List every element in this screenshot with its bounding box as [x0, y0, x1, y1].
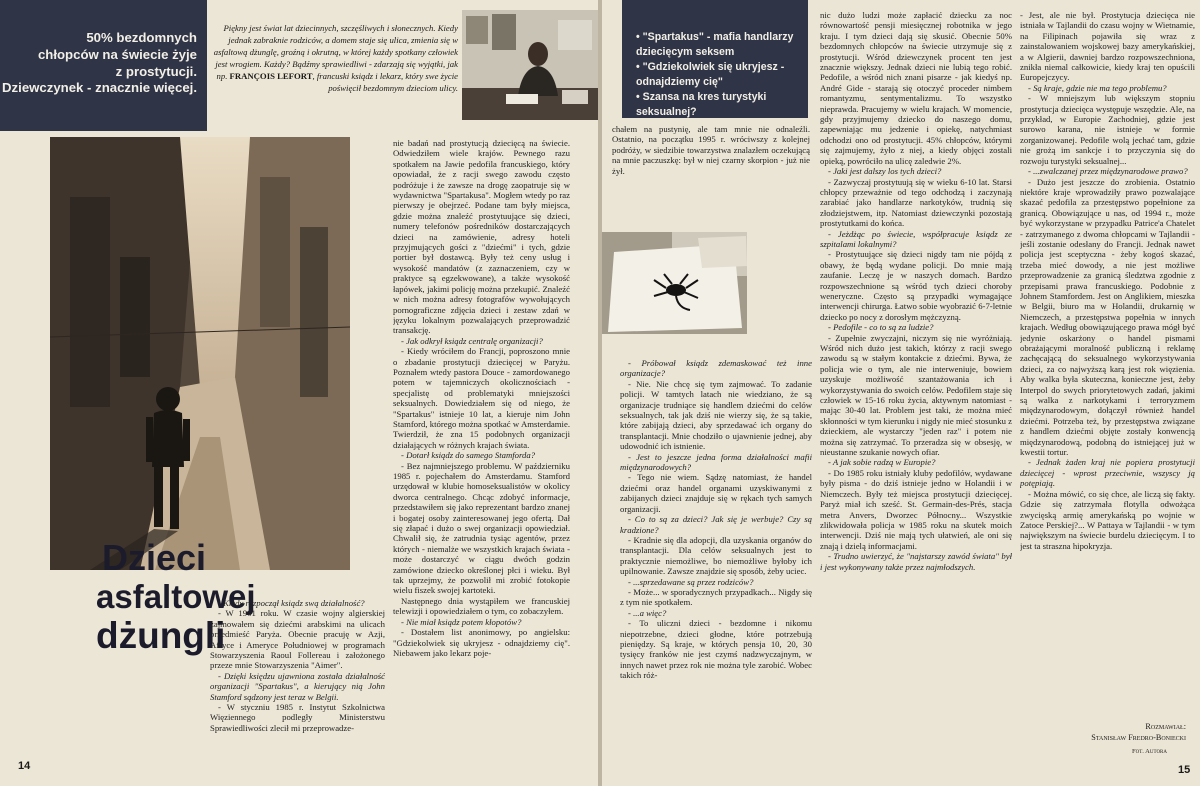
answer-paragraph: - Bez najmniejszego problemu. W październiku 1985 r. pojechałem do Amsterdamu. Stamford urzędował w klubie homoseksualistów w okolicy dworca centralnego. Chcąc zdobyć informacje, przedstawiłem się jako reprezentant bardzo znanej i bogatej osoby zainteresowanej jego ofertą. Dał się złapać i dużo o swej organizacji opowiedział. Chwalił się, że zatrudnia tysiąc agentów, przez których - niemalże we wszystkich krajach świata - może dostarczyć w ciągu dwóch godzin zamówione dziecko określonej płci i wieku. Był tak uprzejmy, że pozwolił mi zrobić fotokopie wielu fiszek swojej kartoteki.: [393, 460, 570, 596]
highlight-item: • "Gdziekolwiek się ukryjesz - odnajdziemy cię": [636, 61, 785, 88]
alley-photo: [50, 137, 350, 570]
left-page: [0, 0, 598, 786]
title-word: Dzieci: [101, 537, 206, 578]
lead-line: 50% bezdomnych: [86, 30, 197, 45]
article-title: [96, 537, 256, 656]
title-word: asfaltowej: [96, 578, 256, 615]
answer-paragraph: - Kiedy wróciłem do Francji, poproszono mnie o zbadanie prostytucji dziecięcej w Paryżu. Poznałem wtedy pastora Douce - zamordowanego potem w tajemniczych okolicznościach - specjalistę od problematyki mniejszości seksualnych. Dowiedziałem się od niego, że "Spartakus" istnieje 10 lat, a kieruje nim John Stamford, którego można spotkać w Amsterdamie. Twierdził, że zna 15 podobnych organizacji działających w różnych krajach świata.: [393, 346, 570, 450]
question-paragraph: - Dotarł ksiądz do samego Stamforda?: [401, 450, 536, 461]
title-word: dżungli: [96, 615, 226, 656]
highlights-box: [622, 0, 808, 118]
answer-paragraph: - Zazwyczaj prostytuują się w wieku 6-10 lat. Starsi chłopcy przeważnie od tego odchodzą i zaczynają zarabiać jako handlarze narkotyków, trudnią się złodziejstwem, itp. Natomiast dziewczynki pozostają prostytutkami do końca.: [820, 176, 1012, 229]
question-paragraph: - Jednak żaden kraj nie popiera prostytucji dziecięcej - wprost przeciwnie, wszyscy ją potępiają.: [1020, 457, 1195, 489]
lead-line: chłopców na świecie żyje: [37, 46, 197, 62]
question-paragraph: - Jeżdżąc po świecie, współpracuje ksiądz ze szpitalami lokalnymi?: [820, 228, 1012, 249]
answer-paragraph: - Jest, ale nie był. Prostytucja dziecięca nie istniała w Tajlandii do czasu wojny w Wietnamie, na Filipinach pojawiła się wraz z zainstalowaniem wojskowej bazy amerykańskiej, a w Algierii, dawniej bardzo rozpowszechniona, znikła niemal całkowicie, kiedy kraj ten opuścili Europejczycy.: [1020, 10, 1195, 83]
answer-paragraph: - Prostytuujące się dzieci nigdy tam nie pójdą z obawy, że będą wydane policji. Do mnie mają zaufanie. Leczę je w naszych domach. Bardzo rozpowszechnione są wśród tych dzieci choroby weneryczne. Często są przypadki wymagające interwencji chirurga. Łatwo sobie wyobrazić 6-7-letnie dziecko po nocy z dorosłym mężczyzną.: [820, 249, 1012, 322]
highlight-item: • Szansa na kres turystyki seksualnej?: [636, 91, 767, 118]
lead-line: Dziewczynek - znacznie więcej.: [2, 80, 197, 96]
question-paragraph: - A jak sobie radzą w Europie?: [828, 457, 936, 468]
text-column-c-top: [612, 124, 810, 220]
answer-paragraph: - To uliczni dzieci - bezdomne i nikomu niepotrzebne, dzieci głodne, które potrzebują pieniędzy. Są kraje, w których pensja 10, 20, 30 tysięcy franków nie jest czymś nadzwyczajnym, w innych nawet przez rok nie można tyle zarobić. Wobec takich róż-: [620, 618, 812, 681]
signature-name: Stanisław Fredro-Boniecki: [1091, 732, 1186, 742]
answer-paragraph: nic dużo ludzi może zapłacić dziecku za noc równowartość pensji miesięcznej robotnika w jego kraju. I tym dzieci dają się skusić. Obecnie 50% bezdomnych chłopców na świecie utrzymuje się z prostytucji. Wśród dziewczynek procent ten jest znacznie większy. Jednak dzieci nie lubią tego robić. Pedofile, a wśród nich znani pisarze - jak kiedyś np. André Gide - starają się otoczyć proceder nimbem romantyzmu, sentymentalizmu. To wszystko nieprawda. Pracujemy w wielu krajach. W momencie, gdy przyjmujemy dziecko do naszego domu, zapewniając mu jedzenie i opiekę, natychmiast odchodzi ono od prostytucji. 45% chłopców, którymi się zajmujemy, żyło z niej, a kiedy objęci zostali opieką, powróciło na ulicę zaledwie 2%.: [820, 10, 1012, 166]
question-paragraph: - Trudno uwierzyć, że "najstarszy zawód świata" był i jest wykonywany także przez najmłodszych.: [820, 551, 1012, 572]
intro-part-b: , francuski ksiądz i lekarz, który swe życie poświęcił bezdomnym dzieciom ulicy.: [312, 71, 458, 94]
answer-paragraph: chałem na pustynię, ale tam mnie nie odnaleźli. Ostatnio, na początku 1995 r. wróciwszy z kolejnej podróży, w siedzibie towarzystwa znalazłem oczekującą na mnie paczuszkę: był w niej czarny skorpion - już nie żył.: [612, 124, 810, 176]
question-paragraph: - Próbował ksiądz zdemaskować też inne organizacje?: [620, 358, 812, 379]
scorpion-photo: [602, 232, 747, 334]
page-number: 15: [1178, 764, 1191, 776]
lead-line: z prostytucji.: [115, 63, 197, 79]
intro-part-a: Piękny jest świat lat dziecinnych, szczęśliwych i słonecznych. Kiedy jednak zabraknie rodziców, a domem staje się ulica, zmienia się w asfaltową dżunglę, groźną i okrutną, w której każdy spotkany człowiek jest wrogiem. Każdy? Bądźmy sprawiedliwi - zdarzają się wyjątki, jak np.: [213, 23, 458, 82]
page-number: 14: [18, 760, 31, 772]
answer-paragraph: nie badań nad prostytucją dziecięcą na świecie. Odwiedziłem wiele krajów. Pewnego razu spotkałem na Jawie pedofila francuskiego, który opowiadał, że z racji swego zawodu często podróżuje i że zawsze na drogę zaopatruje się w wydawnictwa "Spartakusa". Mogłem wtedy po raz pierwszy je obejrzeć. Podane tam były miejsca, gdzie można znaleźć prostytuujące się dzieci, numery telefonów pośredników dostarczających dzieci na zamówienie, adresy hoteli przyjmujących gości z "dziećmi" i tych, gdzie portier był dostawcą. Były też ceny usług i wysokość mandatów (z zaznaczeniem, czy w praktyce są egzekwowane), a także wysokość łapówek, jakimi policję można przekupić. Znaleźć w nich można adresy fotografów wywołujących pornograficzne zdjęcia dzieci i zestaw zdań w języku lokalnym pozwalających przeprowadzić transakcję.: [393, 138, 570, 336]
highlight-item: • "Spartakus" - mafia handlarzy dziecięcym seksem: [636, 31, 794, 58]
question-paragraph: - Jest to jeszcze jedna forma działalności mafii międzynarodowych?: [620, 451, 812, 473]
office-photo: [462, 10, 598, 120]
answer-paragraph: - Zupełnie zwyczajni, niczym się nie wyróżniają. Wśród nich dużo jest takich, którzy z racji swego zawodu są w stałym kontakcie z dziećmi. Bywa, że policja wie o tym, ale nie interweniuje, bowiem uzyskuje możliwość szantażowania ich i wykorzystywania do swoich celów. Pedofilem staje się człowiek w 15-16 roku życia, aktywnym natomiast - mając 30-40 lat. Problem jest taki, że można mieć skłonności w tym kierunku i nigdy nie mieć stosunku z dzieckiem, ale wystarczy "jeden raz" i potem nie można się zatrzymać. To przeradza się w obsesję, w nieustanne szukanie nowych ofiar.: [820, 332, 1012, 458]
answer-paragraph: - W styczniu 1985 r. Instytut Szkolnictwa Więziennego podległy Ministerstwu Sprawiedliwości zlecił mi przeprowadze-: [210, 702, 385, 733]
question-paragraph: - Co to są za dzieci? Jak się je werbuje? Czy są kradzione?: [620, 514, 812, 535]
signature-label: Rozmawiał:: [1145, 722, 1186, 731]
text-column-e: [1020, 10, 1195, 710]
answer-paragraph: - W 1961 roku. W czasie wojny algierskiej zajmowałem się dziećmi arabskimi na ulicach przedmieść Paryża. Obecnie pracuję w Azji, Afryce i Ameryce Południowej w programach Stowarzyszenia Raoul Follereau i założonego przeze mnie Stowarzyszenia "Aimer".: [210, 608, 385, 671]
answer-paragraph: - Kradnie się dla adopcji, dla uzyskania organów do transplantacji. Dla celów seksualnych jest to praktycznie niemożliwe, bo niemożliwe byłoby ich upilnowanie. Zawsze znajdzie się sposób, żeby uciec.: [620, 534, 812, 577]
answer-paragraph: - Dostałem list anonimowy, po angielsku: "Gdziekolwiek się ukryjesz - odnajdziemy cię". Niebawem jako lekarz poje-: [393, 627, 570, 658]
question-paragraph: - Pedofile - co to są za ludzie?: [828, 322, 934, 333]
intro-text: [213, 22, 458, 95]
photo-credit: Fot. Autora: [1132, 748, 1167, 755]
text-column-d: [820, 10, 1012, 780]
answer-paragraph: - Może... w sporadycznych przypadkach... Nigdy się z tym nie spotkałem.: [620, 586, 812, 608]
text-column-c: [620, 358, 812, 778]
question-paragraph: - Jaki jest dalszy los tych dzieci?: [828, 166, 942, 177]
answer-paragraph: - Tego nie wiem. Sądzę natomiast, że handel dziećmi oraz handel organami uzyskiwanymi z zabijanych dzieci znajduje się w rękach tych samych organizacji.: [620, 472, 812, 514]
question-paragraph: - Kiedy rozpoczął ksiądz swą działalność?: [218, 598, 365, 608]
lead-box: [0, 0, 207, 131]
answer-paragraph: - Do 1985 roku istniały kluby pedofilów, wydawane były pisma - do dziś istnieje jedno w Holandii i w Niemczech. Były też miejsca prostytucji dziecięcej. Paryż miał ich sześć. St. Germain-des-Prés, stacja metra Anvers, Dworzec Północny... Wszystkie zlikwidowała policja w 1985 roku na skutek moich interwencji. Dziś nie mają tych ułatwień, ale oni się znają i dzielą informacjami.: [820, 467, 1012, 551]
question-paragraph: - ...sprzedawane są przez rodziców?: [628, 576, 754, 587]
question-paragraph: - ...zwalczanej przez międzynarodowe prawo?: [1028, 166, 1188, 177]
text-column-b: [393, 138, 570, 778]
signature: [1038, 722, 1186, 743]
answer-paragraph: - Nie. Nie chcę się tym zajmować. To zadanie policji. W tamtych latach nie wiedziano, że są organizacje trudniące się handlem dziećmi do celów seksualnych, tak jak dziś nie wierzy się, że są takie, które zabijają dzieci, aby sprzedawać ich organy do transplantacji. Mnie chodziło o ujawnienie jednej, aby udowodnić ich istnienie.: [620, 378, 812, 452]
question-paragraph: - ...a więc?: [628, 607, 667, 618]
question-paragraph: - Nie miał ksiądz potem kłopotów?: [401, 616, 522, 627]
question-paragraph: - Jak odkrył ksiądz centralę organizacji?: [401, 335, 543, 346]
answer-paragraph: - W mniejszym lub większym stopniu prostytucja dziecięca występuje wszędzie. Ale, na przykład, w Europie Zachodniej, gdzie jest surowo karana, nie istnieje w formie zorganizowanej. Pedofile wolą jechać tam, gdzie nie grożą im sankcje i to przyczynia się do rozwoju turystyki seksualnej...: [1020, 93, 1195, 166]
question-paragraph: - Dzięki księdzu ujawniona została działalność organizacji "Spartakus", a kierujący nią John Stamford sądzony jest teraz w Belgii.: [210, 670, 385, 702]
text-column-a: [210, 598, 385, 774]
answer-paragraph: - Można mówić, co się chce, ale liczą się fakty. Gdzie się zatrzymała flotylla odwożąca zwycięską armię amerykańską po wojnie w Zatoce Perskiej?... W Pattaya w Tajlandii - w tym największym na świecie burdelu dziecięcym. I to jest ta straszna hipokryzja.: [1020, 488, 1195, 551]
answer-paragraph: Następnego dnia wystąpiłem we francuskiej telewizji i opowiedziałem o tym, co zobaczyłem.: [393, 595, 570, 617]
intro-name: FRANÇOIS LEFORT: [229, 71, 313, 82]
right-page: [602, 0, 1200, 786]
answer-paragraph: - Dużo jest jeszcze do zrobienia. Ostatnio niektóre kraje wprowadziły prawo pozwalające skazać pedofila za przestępstwo popełnione za granicą. Obowiązujące u nas, od 1994 r., może być wykorzystane w przypadku Patrice'a Chatelet - zatrzymanego z dwoma chłopcami w Tajlandii - jeśli zostanie odesłany do Francji. Jednak nawet policja jest sceptyczna - żeby kogoś skazać, trzeba mieć dowody, a nie jest możliwe przeprowadzenie za granicą śledztwa zgodnie z przepisami prawa francuskiego. Podobnie z Johnem Stamfordem. Jest on Anglikiem, mieszka w Belgii, biuro ma w Holandii, drukarnię w Niemczech, a przestępstwa popełnia w innych krajach. Według obowiązującego prawa mógł być jedynie oskarżony o handel pismami obrażającymi moralność publiczną i reklamę zachęcającą do seksualnego wykorzystywania dzieci, za co najwyższą karą jest rok więzienia. Aby walka była skuteczna, konieczne jest, żeby Interpol do swych priorytetowych zadań, jakimi są walka z narkotykami i terroryzmem międzynarodowym, dołączył również handel dziećmi. Potrzeba też, by przestępstwa związane z handlem dziećmi objęte zostały konwencją międzynarodową, podobną do istniejącej już w kwestii tortur.: [1020, 176, 1195, 458]
question-paragraph: - Są kraje, gdzie nie ma tego problemu?: [1028, 82, 1167, 93]
